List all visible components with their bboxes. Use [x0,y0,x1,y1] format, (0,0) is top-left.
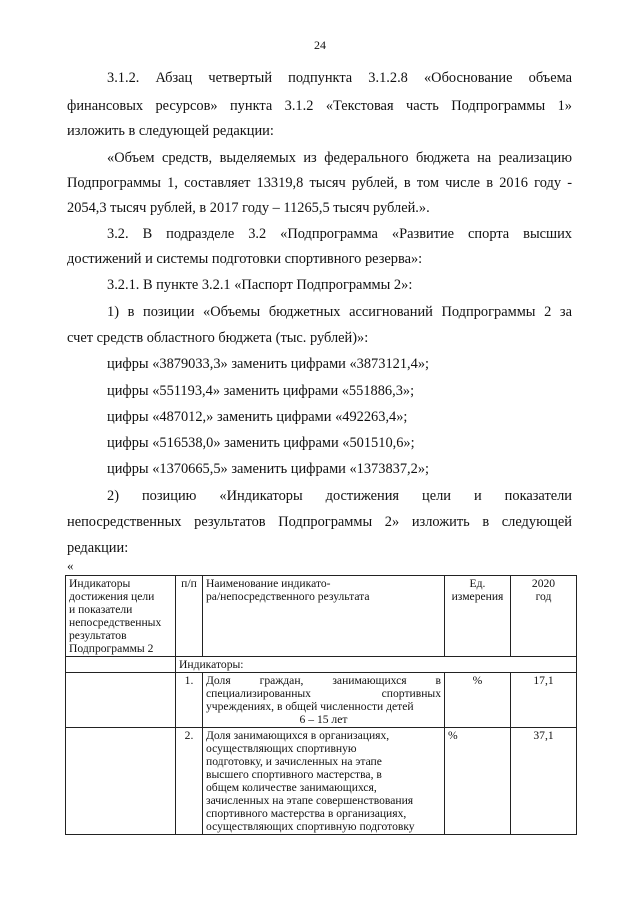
indicators-table [65,575,577,835]
paragraph-line: Подпрограммы 1, составляет 13319,8 тысяч рублей, в том числе в 2016 году - [67,175,572,191]
paragraph-line: цифры «1370665,5» заменить цифрами «1373837,2»; [107,461,430,477]
table-cell [66,657,176,673]
paragraph-line: 2054,3 тысяч рублей, в 2017 году – 11265,5 тысяч рублей.». [67,200,430,216]
paragraph-line: 3.2. В подразделе 3.2 «Подпрограмма «Развитие спорта высших [107,226,572,242]
paragraph-line: счет средств областного бюджета (тыс. рублей)»: [67,330,369,346]
row-name: Доля занимающихся в организациях, осуществляющих спортивную подготовку, и зачисленных на этапе высшего спортивного мастерства, в общем количестве занимающихся, зачисленных на этапе совершенствования спортивного мастерства в организациях, осуществляющих спортивную подготовку [203,728,445,835]
paragraph-line: финансовых ресурсов» пункта 3.1.2 «Текстовая часть Подпрограммы 1» [67,98,572,114]
paragraph-line: редакции: [67,540,129,556]
header-unit-cell: Ед. измерения [445,576,511,657]
paragraph-line: изложить в следующей редакции: [67,123,274,139]
paragraph-line: цифры «3879033,3» заменить цифрами «3873121,4»; [107,356,430,372]
paragraph-line: 2) позицию «Индикаторы достижения цели и показатели [107,488,572,504]
header-indicators-cell: Индикаторы достижения цели и показатели непосредственных результатов Подпрограммы 2 [66,576,176,657]
header-year-cell: 2020 год [511,576,577,657]
paragraph-line: цифры «487012,» заменить цифрами «492263,4»; [107,409,408,425]
paragraph-line: 3.2.1. В пункте 3.2.1 «Паспорт Подпрограммы 2»: [107,277,413,293]
row-number: 1. [176,673,203,728]
paragraph-line: 1) в позиции «Объемы бюджетных ассигнований Подпрограммы 2 за [107,304,572,320]
paragraph-line: цифры «516538,0» заменить цифрами «501510,6»; [107,435,415,451]
table-cell [66,728,176,835]
paragraph-line: непосредственных результатов Подпрограммы 2» изложить в следующей [67,514,572,530]
row-value: 37,1 [511,728,577,835]
table-header-row [66,576,577,657]
paragraph-line: 3.1.2. Абзац четвертый подпункта 3.1.2.8 «Обоснование объема [107,70,572,86]
paragraph-line: цифры «551193,4» заменить цифрами «551886,3»; [107,383,415,399]
table-row [66,673,577,728]
header-number-cell: п/п [176,576,203,657]
row-value: 17,1 [511,673,577,728]
paragraph-line: достижений и системы подготовки спортивного резерва»: [67,251,423,267]
header-name-cell: Наименование индикато- ра/непосредственного результата [203,576,445,657]
page-number: 24 [314,38,326,52]
paragraph-line: «Объем средств, выделяемых из федерального бюджета на реализацию [107,150,572,166]
table-cell [66,673,176,728]
opening-quote-mark: « [67,558,74,573]
row-unit: % [445,673,511,728]
row-number: 2. [176,728,203,835]
section-label: Индикаторы: [176,657,577,673]
table-row [66,728,577,835]
row-unit: % [445,728,511,835]
row-name: Доля граждан, занимающихся в специализированных спортивных учреждениях, в общей численности детей 6 – 15 лет [203,673,445,728]
table-section-row [66,657,577,673]
